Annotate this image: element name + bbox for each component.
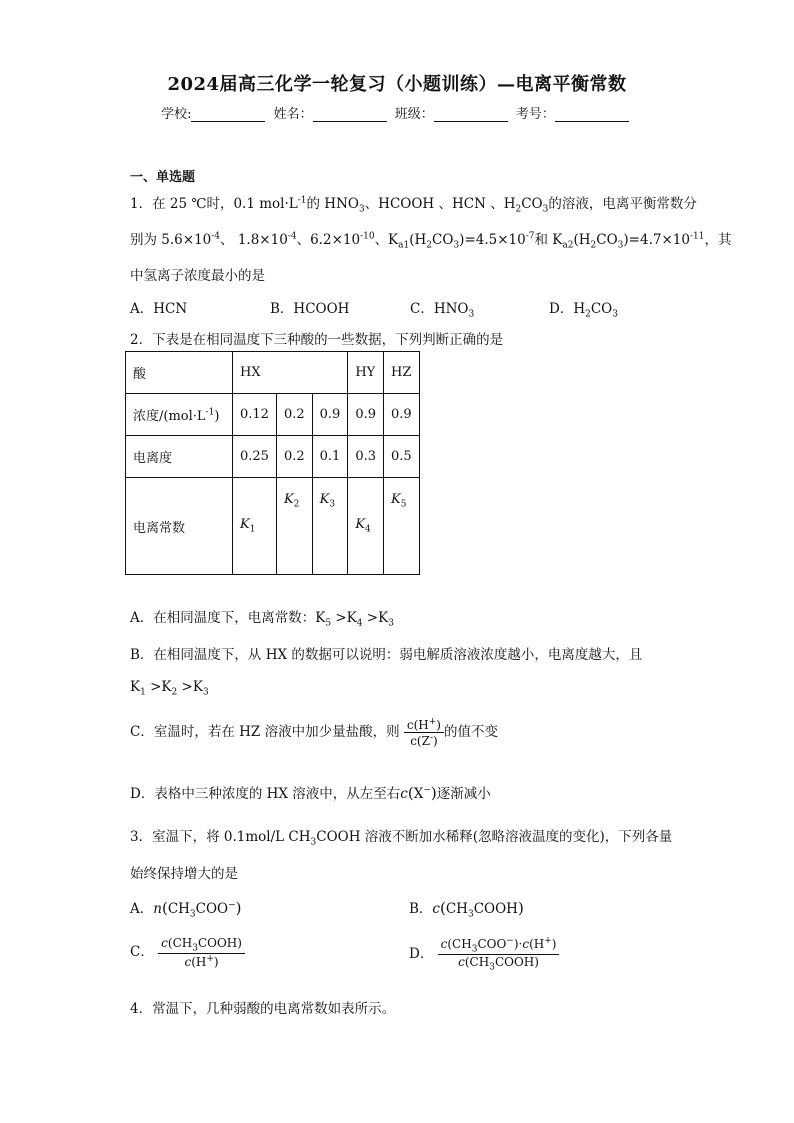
table-cell: $K_3$ (312, 478, 348, 575)
table-cell: $K_2$ (276, 478, 312, 575)
table-cell: 浓度$/(mol\cdot L^{-1})$ (126, 394, 233, 436)
section-title: 一、单选题 (130, 170, 196, 185)
table-cell: $K_5$ (384, 478, 420, 575)
q2-option-b[interactable]: B．在相同温度下，从 HX 的数据可以说明：弱电解质溶液浓度越小，电离度越大，且 (130, 647, 643, 663)
q3-option-d[interactable]: D． $\frac{c(CH_3COO^-)\cdot c(H^+)}{c(CH_3COOH)}$ (409, 936, 559, 973)
q3-stem-line1: 3．室温下，将 0.1mol/L $CH_3COOH$ 溶液不断加水稀释(忽略溶液温度的变化)，下列各量 (130, 829, 673, 848)
q1-line1: 1．在 25 ℃时，0.1 $mol\cdot L^{-1}$的 $HNO_3$、HCOOH 、HCN 、$H_2CO_3$的溶液，电离平衡常数分 (130, 195, 697, 215)
table-cell: 0.9 (384, 394, 420, 436)
q1-option-b[interactable]: B．HCOOH (270, 301, 350, 317)
q1-option-d[interactable]: D．$H_2CO_3$ (549, 301, 618, 320)
fraction-product-over-acetic: $\frac{c(CH_3COO^-)\cdot c(H^+)}{c(CH_3COOH)}$ (438, 936, 560, 973)
q2-option-d[interactable]: D．表格中三种浓度的 HX 溶液中，从左至右c(X−)逐渐减小 (130, 784, 491, 802)
class-blank (434, 107, 508, 122)
table-cell: 0.1 (312, 436, 348, 478)
table-cell: $K_1$ (233, 478, 277, 575)
table-row (126, 394, 420, 436)
table-cell: 0.3 (348, 436, 384, 478)
class-label: 班级： (394, 107, 434, 122)
fraction-h-over-z: $\frac{c(H^+)}{c(Z^-)}$ (404, 717, 444, 748)
q2-stem: 2．下表是在相同温度下三种酸的一些数据，下列判断正确的是 (130, 332, 504, 348)
name-label: 姓名： (273, 107, 313, 122)
number-blank (555, 107, 629, 122)
page-title: 2024届高三化学一轮复习（小题训练）—电离平衡常数 (167, 74, 627, 95)
student-info-line (0, 103, 794, 122)
q3-option-a[interactable]: A．$n(CH_3COO^-)$ (130, 899, 242, 920)
q2-option-c[interactable]: C．室温时，若在 HZ 溶液中加少量盐酸，则 $\frac{c(H^+)}{c(Z^-)}$ 的值不变 (130, 717, 498, 748)
table-row (126, 352, 420, 394)
q3-option-b[interactable]: B．$c(CH_3COOH)$ (409, 899, 524, 920)
table-cell: HY (348, 352, 384, 394)
school-label: 学校: (161, 107, 192, 122)
table-cell: HX (233, 352, 348, 394)
table-cell: 0.5 (384, 436, 420, 478)
table-cell: 0.12 (233, 394, 277, 436)
q4-stem: 4．常温下，几种弱酸的电离常数如表所示。 (130, 1001, 396, 1017)
table-cell: 0.25 (233, 436, 277, 478)
table-row (126, 478, 420, 575)
q1-option-c[interactable]: C．$HNO_3$ (410, 301, 475, 320)
table-cell: 0.2 (276, 394, 312, 436)
name-blank (313, 107, 387, 122)
table-cell: 0.9 (348, 394, 384, 436)
q3-stem-line2: 始终保持增大的是 (130, 866, 238, 882)
table-row (126, 436, 420, 478)
q1-line3: 中氢离子浓度最小的是 (130, 268, 265, 284)
q1-line2: 别为 $5.6\times 10^{-4}$、 $1.8\times 10^{-4}$、$6.2\times 10^{-10}$、$K_{a1}(H_2CO_3)=4.5\times 10^{-7}$和 $K_{a2}(H_2CO_3)=4.7\times 10^{-11}$，其 (130, 231, 732, 251)
acid-data-table (125, 351, 420, 575)
q2-option-b-cont: $K_1 >K_2 >K_3$ (130, 679, 209, 698)
table-cell: $K_4$ (348, 478, 384, 575)
table-cell: 电离度 (126, 436, 233, 478)
number-label: 考号： (515, 107, 555, 122)
fraction-acetic-over-h: $\frac{c(CH_3COOH)}{c(H^+)}$ (158, 936, 245, 969)
table-cell: 电离常数 (126, 478, 233, 575)
school-blank (191, 107, 265, 122)
table-cell: 0.9 (312, 394, 348, 436)
table-cell: 酸 (126, 352, 233, 394)
q2-option-a[interactable]: A．在相同温度下，电离常数：$K_5 >K_4 >K_3$ (130, 610, 394, 629)
q1-option-a[interactable]: A．HCN (130, 301, 188, 317)
table-cell: 0.2 (276, 436, 312, 478)
q3-option-c[interactable]: C． $\frac{c(CH_3COOH)}{c(H^+)}$ (130, 936, 245, 969)
table-cell: HZ (384, 352, 420, 394)
